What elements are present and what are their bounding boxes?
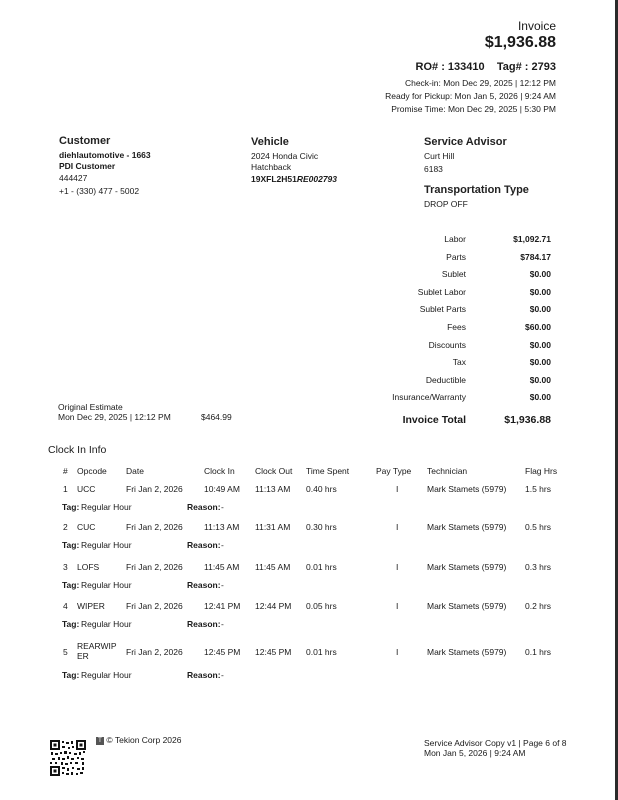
cell-clock-out: 11:13 AM <box>255 484 291 494</box>
row-tag-value: Regular Hour <box>81 670 132 680</box>
cell-clock-out: 11:31 AM <box>255 522 291 532</box>
cell-opcode: REARWIP <box>77 641 117 651</box>
row-tag-value: Regular Hour <box>81 502 132 512</box>
vehicle-label: Vehicle <box>251 136 289 148</box>
customer-line2: PDI Customer <box>59 161 116 171</box>
row-reason-value: - <box>221 580 224 590</box>
qr-code <box>50 740 86 776</box>
row-tag-label: Tag: <box>62 540 80 550</box>
estimate-label: Original Estimate <box>58 402 123 412</box>
cell-flag-hrs: 0.3 hrs <box>525 562 551 572</box>
vin-suffix: RE002793 <box>296 174 338 184</box>
vin-prefix: 19XFL2H51 <box>251 174 297 184</box>
customer-line3: 444427 <box>59 173 88 183</box>
cell-flag-hrs: 0.5 hrs <box>525 522 551 532</box>
row-reason-value: - <box>221 670 224 680</box>
row-reason-label: Reason: <box>187 580 221 590</box>
header-clock-in: Clock In <box>204 466 235 476</box>
totals-value: $1,092.71 <box>513 234 551 244</box>
cell-num: 4 <box>63 601 68 611</box>
ro-tag-line <box>416 61 556 73</box>
row-reason-label: Reason: <box>187 502 221 512</box>
header-date: Date <box>126 466 144 476</box>
cell-time-spent: 0.30 hrs <box>306 522 337 532</box>
row-tag-label: Tag: <box>62 580 80 590</box>
transport-label: Transportation Type <box>424 184 529 196</box>
row-tag-value: Regular Hour <box>81 540 132 550</box>
row-reason-value: - <box>221 540 224 550</box>
ro-label: RO# : <box>415 61 445 73</box>
header-technician: Technician <box>427 466 468 476</box>
totals-label: Fees <box>447 322 466 332</box>
cell-technician: Mark Stamets (5979) <box>427 647 507 657</box>
cell-date: Fri Jan 2, 2026 <box>126 562 183 572</box>
totals-value: $0.00 <box>529 357 551 368</box>
cell-time-spent: 0.05 hrs <box>306 601 337 611</box>
header-opcode: Opcode <box>77 466 107 476</box>
invoice-title: Invoice <box>517 19 556 33</box>
cell-clock-out: 11:45 AM <box>255 562 291 572</box>
footer-date: Mon Jan 5, 2026 | 9:24 AM <box>424 748 526 758</box>
cell-pay-type: I <box>396 601 399 611</box>
estimate-amount: $464.99 <box>201 412 232 422</box>
cell-technician: Mark Stamets (5979) <box>427 484 507 494</box>
invoice-total-header: $1,936.88 <box>484 34 556 51</box>
totals-value: $0.00 <box>529 269 551 280</box>
header-flag-hrs: Flag Hrs <box>525 466 558 476</box>
totals-label: Discounts <box>428 339 466 350</box>
header-clock-out: Clock Out <box>255 466 293 476</box>
cell-technician: Mark Stamets (5979) <box>427 601 507 611</box>
row-reason-label: Reason: <box>187 540 221 550</box>
totals-value: $0.00 <box>529 339 551 350</box>
cell-date: Fri Jan 2, 2026 <box>126 484 183 494</box>
totals-value: $0.00 <box>529 374 551 385</box>
cell-pay-type: I <box>396 484 399 494</box>
header-pay-type: Pay Type <box>376 466 412 476</box>
totals-label: Parts <box>446 251 466 262</box>
row-reason-value: - <box>221 619 224 629</box>
cell-date: Fri Jan 2, 2026 <box>126 522 183 532</box>
cell-clock-out: 12:44 PM <box>255 601 292 611</box>
advisor-name: Curt Hill <box>424 151 455 161</box>
footer-copy-info: Service Advisor Copy v1 | Page 6 of 8 <box>424 738 567 748</box>
customer-label: Customer <box>59 135 111 147</box>
tag-number: 2793 <box>531 61 556 73</box>
totals-label: Sublet Labor <box>417 286 466 297</box>
totals-value: $0.00 <box>529 304 551 315</box>
totals-label: Tax <box>452 357 466 368</box>
customer-phone: +1 - (330) 477 - 5002 <box>59 186 140 196</box>
cell-opcode: UCC <box>77 484 96 494</box>
row-tag-value: Regular Hour <box>81 580 132 590</box>
cell-num: 3 <box>63 562 68 572</box>
row-reason-value: - <box>221 502 224 512</box>
estimate-date: Mon Dec 29, 2025 | 12:12 PM <box>58 412 171 422</box>
transport-type: DROP OFF <box>424 199 468 209</box>
cell-time-spent: 0.01 hrs <box>306 647 337 657</box>
totals-value: $784.17 <box>520 251 551 262</box>
cell-pay-type: I <box>396 562 399 572</box>
cell-pay-type: I <box>396 522 399 532</box>
tekion-logo-icon: T <box>96 737 104 745</box>
row-tag-label: Tag: <box>62 619 80 629</box>
footer-copyright-line <box>96 735 181 745</box>
vehicle-line2: Hatchback <box>251 162 292 172</box>
totals-label: Sublet <box>441 269 466 280</box>
cell-flag-hrs: 0.2 hrs <box>525 601 551 611</box>
totals-value: $0.00 <box>529 286 551 297</box>
row-reason-label: Reason: <box>187 670 221 680</box>
checkin-time: Check-in: Mon Dec 29, 2025 | 12:12 PM <box>404 78 556 88</box>
footer-copyright: © Tekion Corp 2026 <box>106 735 182 745</box>
totals-value: $60.00 <box>525 322 551 332</box>
totals-label: Deductible <box>425 374 466 385</box>
tag-label: Tag# : <box>496 61 529 73</box>
cell-date: Fri Jan 2, 2026 <box>126 647 183 657</box>
ready-time: Ready for Pickup: Mon Jan 5, 2026 | 9:24 AM <box>385 91 556 101</box>
vehicle-vin <box>251 174 337 184</box>
promise-time: Promise Time: Mon Dec 29, 2025 | 5:30 PM <box>391 104 556 114</box>
cell-date: Fri Jan 2, 2026 <box>126 601 183 611</box>
cell-clock-in: 11:45 AM <box>204 562 240 572</box>
cell-clock-in: 12:45 PM <box>204 647 241 657</box>
cell-technician: Mark Stamets (5979) <box>427 522 507 532</box>
cell-clock-in: 12:41 PM <box>204 601 241 611</box>
cell-time-spent: 0.40 hrs <box>306 484 337 494</box>
advisor-label: Service Advisor <box>424 136 507 148</box>
cell-time-spent: 0.01 hrs <box>306 562 337 572</box>
totals-value: $0.00 <box>529 392 551 403</box>
row-reason-label: Reason: <box>187 619 221 629</box>
cell-num: 1 <box>63 484 68 494</box>
header-time-spent: Time Spent <box>306 466 350 476</box>
customer-line1: diehlautomotive - 1663 <box>59 150 151 160</box>
cell-opcode: CUC <box>77 522 96 532</box>
cell-opcode: WIPER <box>77 601 105 611</box>
vehicle-line1: 2024 Honda Civic <box>251 151 319 161</box>
row-tag-label: Tag: <box>62 502 80 512</box>
invoice-total-value: $1,936.88 <box>504 414 551 426</box>
cell-flag-hrs: 0.1 hrs <box>525 647 551 657</box>
cell-pay-type: I <box>396 647 399 657</box>
cell-clock-in: 10:49 AM <box>204 484 240 494</box>
clock-in-title: Clock In Info <box>48 444 107 456</box>
cell-num: 5 <box>63 647 68 657</box>
cell-opcode: LOFS <box>77 562 100 572</box>
cell-clock-out: 12:45 PM <box>255 647 292 657</box>
ro-number: 133410 <box>447 61 485 73</box>
invoice-total-label: Invoice Total <box>402 414 466 426</box>
cell-clock-in: 11:13 AM <box>204 522 240 532</box>
cell-technician: Mark Stamets (5979) <box>427 562 507 572</box>
row-tag-value: Regular Hour <box>81 619 132 629</box>
totals-label: Sublet Parts <box>419 304 466 315</box>
totals-label: Insurance/Warranty <box>392 392 466 403</box>
totals-label: Labor <box>444 234 466 244</box>
header-num: # <box>63 466 68 476</box>
cell-flag-hrs: 1.5 hrs <box>525 484 551 494</box>
row-tag-label: Tag: <box>62 670 80 680</box>
cell-num: 2 <box>63 522 68 532</box>
cell-opcode-cont: ER <box>77 651 89 661</box>
advisor-number: 6183 <box>424 164 443 174</box>
